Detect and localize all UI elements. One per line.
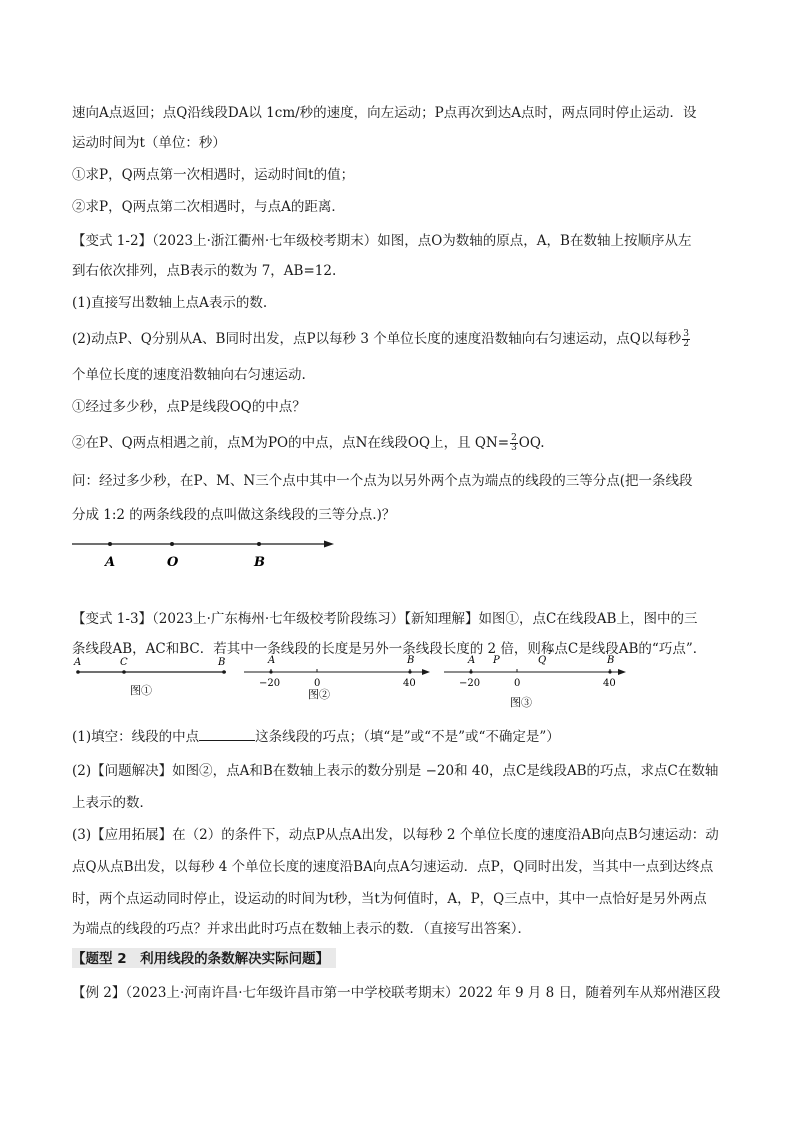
text-line: 运动时间为t（单位：秒） — [72, 135, 226, 151]
point-a — [108, 542, 112, 546]
text-segment: (2)动点P、Q分别从A、B同时出发，点P以每秒 3 个单位长度的速度沿数轴向右匀速运动，点Q以每秒 — [72, 331, 682, 347]
tick-label: 40 — [603, 678, 616, 689]
text-line: 到右依次排列，点B表示的数为 7，AB=12. — [72, 263, 337, 279]
figure-3 — [444, 650, 626, 709]
variant-1-3-title: 【变式 1-3】（2023上·广东梅州·七年级校考阶段练习）【新知理解】如图①，点C在线段AB上，图中的三 — [72, 611, 698, 627]
tick-label: 40 — [403, 678, 416, 689]
label-a: A — [74, 657, 82, 668]
fraction — [510, 434, 518, 453]
text-line: 速向A点返回；点Q沿线段DA以 1cm/秒的速度，向左运动；P点再次到达A点时，两点同时停止运动．设 — [72, 105, 697, 121]
text-line: 上表示的数． — [72, 795, 153, 811]
tick-label: −20 — [459, 678, 481, 689]
tick-label: −20 — [259, 678, 281, 689]
label-o: O — [167, 555, 179, 570]
label-b: B — [407, 655, 415, 666]
question-part-1: ①求P，Q两点第一次相遇时，运动时间t的值； — [72, 167, 355, 183]
point-a — [76, 670, 80, 674]
label-b: B — [607, 655, 615, 666]
fraction — [682, 330, 690, 349]
text-line: 为端点的线段的巧点？并求出此时巧点在数轴上表示的数．（直接写出答案）． — [72, 921, 531, 937]
question-2 — [72, 330, 724, 349]
fraction-numerator: 2 — [511, 433, 517, 443]
text-line: 点Q从点B出发，以每秒 4 个单位长度的速度沿BA向点A匀速运动．点P，Q同时出发，当其中一点到达终点 — [72, 859, 714, 875]
example-2-title: 【例 2】（2023上·河南许昌·七年级许昌市第一中学校联考期末）2022 年 9 月 8 日，随着列车从郑州港区段 — [72, 985, 721, 1001]
section-heading-text: 【题型 2 利用线段的条数解决实际问题】 — [72, 951, 330, 967]
sub-question-2 — [72, 434, 724, 453]
label-a: A — [268, 655, 276, 666]
label-p: P — [493, 655, 500, 666]
axis-arrow — [324, 541, 334, 548]
point-o — [170, 542, 174, 546]
figures-row — [72, 650, 724, 710]
caption-fig-2: 图② — [308, 688, 330, 701]
tick-label: 0 — [314, 678, 321, 689]
text-line: 问：经过多少秒，在P、M、N三个点中其中一个点为以另外两个点为端点的线段的三等分点(把一条线段 — [72, 473, 693, 489]
label-q: Q — [538, 655, 547, 666]
figure-1 — [73, 657, 226, 697]
number-line-figure — [72, 534, 342, 574]
text-line: 条线段AB，AC和BC．若其中一条线段的长度是另外一条线段长度的 2 倍，则称点C是线段AB的“巧点”． — [72, 641, 707, 657]
point-b — [257, 542, 261, 546]
direction-arrow-head — [544, 650, 552, 652]
label-a: A — [105, 555, 116, 570]
tick-label: 0 — [514, 678, 521, 689]
label-c: C — [120, 657, 128, 668]
fraction-denominator: 2 — [683, 339, 689, 349]
axis-arrow — [422, 669, 430, 675]
caption-fig-1: 图① — [130, 684, 152, 697]
question-2: (2)【问题解决】如图②，点A和B在数轴上表示的数分别是 −20和 40，点C是线段AB的巧点，求点C在数轴 — [72, 763, 719, 779]
caption-fig-3: 图③ — [510, 696, 532, 709]
question-part-2: ②求P，Q两点第二次相遇时，与点A的距离． — [72, 199, 345, 215]
point-a — [269, 670, 272, 673]
text-line: 时，两个点运动同时停止，设运动的时间为t秒，当t为何值时，A，P，Q三点中，其中一点恰好是另外两点 — [72, 891, 707, 907]
answer-blank[interactable] — [199, 728, 255, 741]
point-b — [408, 670, 411, 673]
question-3: (3)【应用拓展】在（2）的条件下，动点P从点A出发，以每秒 2 个单位长度的速度沿AB向点B匀速运动：动 — [72, 827, 719, 843]
point-c — [122, 670, 126, 674]
label-b: B — [254, 555, 265, 570]
section-heading — [72, 948, 336, 968]
point-a — [469, 670, 472, 673]
axis-arrow — [618, 669, 626, 675]
point-b — [608, 670, 611, 673]
label-b: B — [218, 657, 226, 668]
question-1 — [72, 728, 724, 746]
text-segment: (1)填空：线段的中点 — [72, 729, 200, 745]
point-b — [222, 670, 226, 674]
text-segment: OQ. — [518, 435, 545, 451]
sub-question-1: ①经过多少秒，点P是线段OQ的中点？ — [72, 399, 306, 415]
label-a: A — [468, 655, 476, 666]
variant-1-2-title: 【变式 1-2】（2023上·浙江衢州·七年级校考期末）如图，点O为数轴的原点，A，B在数轴上按顺序从左 — [72, 233, 692, 249]
fraction-denominator: 3 — [511, 443, 517, 453]
fraction-numerator: 3 — [683, 329, 689, 339]
question-1: (1)直接写出数轴上点A表示的数. — [72, 295, 268, 311]
text-segment: ②在P、Q两点相遇之前，点M为PO的中点，点N在线段OQ上，且 QN= — [72, 435, 510, 451]
figure-2 — [244, 655, 430, 701]
text-segment: 这条线段的巧点；（填“是”或“不是”或“不确定是”） — [255, 729, 560, 745]
text-line: 分成 1:2 的两条线段的点叫做这条线段的三等分点.)？ — [72, 507, 396, 523]
text-line: 个单位长度的速度沿数轴向右匀速运动. — [72, 367, 306, 383]
